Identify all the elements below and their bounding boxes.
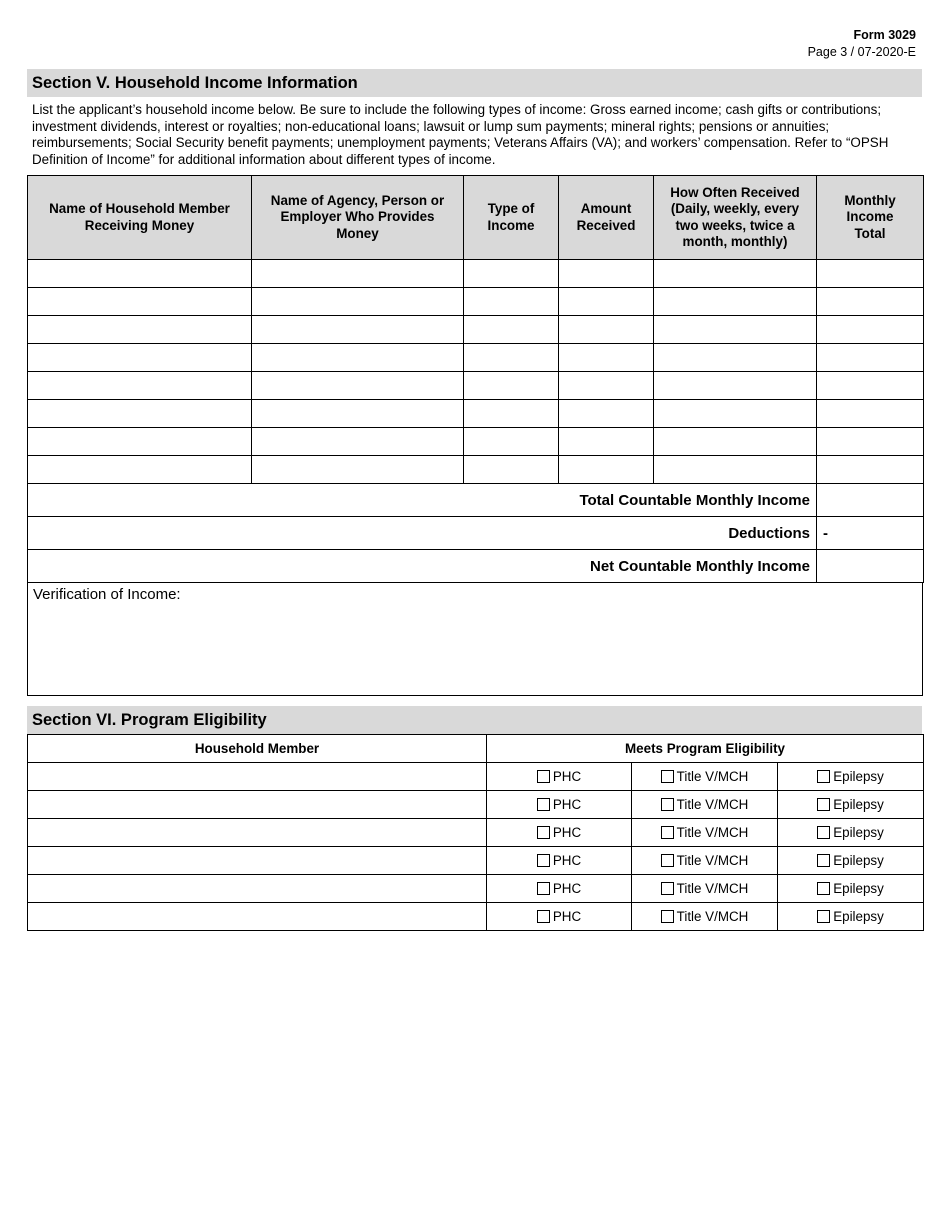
member-name-field[interactable] — [28, 400, 252, 428]
member-name-field[interactable] — [28, 260, 252, 288]
income-row — [28, 288, 924, 316]
type-field[interactable] — [464, 288, 559, 316]
income-row — [28, 428, 924, 456]
epilepsy-label: Epilepsy — [833, 797, 884, 812]
phc-label: PHC — [552, 881, 582, 896]
epilepsy-checkbox[interactable] — [817, 854, 830, 867]
title-v-mch-label: Title V/MCH — [676, 853, 749, 868]
type-field[interactable] — [464, 260, 559, 288]
household-member-field[interactable] — [28, 763, 487, 791]
title-v-mch-label: Title V/MCH — [676, 909, 749, 924]
monthly-total-field[interactable] — [817, 344, 924, 372]
household-member-field[interactable] — [28, 819, 487, 847]
epilepsy-checkbox[interactable] — [817, 770, 830, 783]
col-household-member: Household Member — [28, 735, 487, 763]
phc-label: PHC — [552, 769, 582, 784]
phc-label: PHC — [552, 909, 582, 924]
epilepsy-checkbox[interactable] — [817, 882, 830, 895]
frequency-field[interactable] — [654, 288, 817, 316]
frequency-field[interactable] — [654, 316, 817, 344]
verification-of-income-field[interactable] — [27, 583, 923, 696]
monthly-total-field[interactable] — [817, 316, 924, 344]
net-income-row — [28, 550, 924, 583]
col-meets-eligibility: Meets Program Eligibility — [487, 735, 924, 763]
type-field[interactable] — [464, 344, 559, 372]
member-name-field[interactable] — [28, 288, 252, 316]
income-row — [28, 456, 924, 484]
epilepsy-label: Epilepsy — [833, 825, 884, 840]
agency-field[interactable] — [252, 288, 464, 316]
eligibility-row — [28, 819, 924, 847]
verification-label: Verification of Income: — [33, 586, 181, 603]
epilepsy-checkbox[interactable] — [817, 910, 830, 923]
member-name-field[interactable] — [28, 344, 252, 372]
title-v-mch-label: Title V/MCH — [676, 881, 749, 896]
col-frequency: How Often Received (Daily, weekly, every two weeks, twice a month, monthly) — [654, 176, 817, 260]
phc-label: PHC — [552, 797, 582, 812]
type-field[interactable] — [464, 456, 559, 484]
amount-field[interactable] — [559, 372, 654, 400]
epilepsy-label: Epilepsy — [833, 909, 884, 924]
deductions-field[interactable]: - — [817, 517, 924, 550]
title-v-mch-checkbox[interactable] — [661, 854, 674, 867]
phc-checkbox[interactable] — [537, 882, 550, 895]
section-5-intro: List the applicant’s household income below. Be sure to include the following types of income: Gross earned income; cash gifts or contributions; investment dividends, interest or royalties; non-educational loans; lawsuit or lump sum payments; mineral rights; pensions or annuities; reimbursements; Social Security benefit payments; unemployment payments; Veterans Affairs (VA); and workers’ compensation. Refer to “OPSH Definition of Income” for additional information about different types of income. — [32, 102, 889, 167]
amount-field[interactable] — [559, 344, 654, 372]
household-member-field[interactable] — [28, 847, 487, 875]
monthly-total-field[interactable] — [817, 456, 924, 484]
eligibility-row — [28, 875, 924, 903]
frequency-field[interactable] — [654, 372, 817, 400]
epilepsy-label: Epilepsy — [833, 853, 884, 868]
title-v-mch-checkbox[interactable] — [661, 770, 674, 783]
monthly-total-field[interactable] — [817, 288, 924, 316]
section-6-title: Section VI. Program Eligibility — [27, 706, 922, 734]
net-income-field[interactable] — [817, 550, 924, 583]
amount-field[interactable] — [559, 456, 654, 484]
col-member-name: Name of Household Member Receiving Money — [28, 176, 252, 260]
deductions-row — [28, 517, 924, 550]
total-income-row — [28, 484, 924, 517]
epilepsy-label: Epilepsy — [833, 881, 884, 896]
epilepsy-label: Epilepsy — [833, 769, 884, 784]
eligibility-header — [28, 735, 924, 763]
net-income-label: Net Countable Monthly Income — [28, 550, 817, 583]
frequency-field[interactable] — [654, 260, 817, 288]
title-v-mch-label: Title V/MCH — [676, 797, 749, 812]
title-v-mch-checkbox[interactable] — [661, 798, 674, 811]
income-row — [28, 316, 924, 344]
page-info: Page 3 / 07-2020-E — [807, 45, 916, 59]
income-row — [28, 400, 924, 428]
monthly-total-field[interactable] — [817, 400, 924, 428]
total-income-field[interactable] — [817, 484, 924, 517]
epilepsy-checkbox[interactable] — [817, 798, 830, 811]
member-name-field[interactable] — [28, 372, 252, 400]
col-monthly-total: Monthly Income Total — [817, 176, 924, 260]
frequency-field[interactable] — [654, 456, 817, 484]
amount-field[interactable] — [559, 400, 654, 428]
title-v-mch-label: Title V/MCH — [676, 769, 749, 784]
section-5-title: Section V. Household Income Information — [27, 69, 922, 97]
income-row — [28, 344, 924, 372]
amount-field[interactable] — [559, 260, 654, 288]
frequency-field[interactable] — [654, 428, 817, 456]
phc-checkbox[interactable] — [537, 798, 550, 811]
type-field[interactable] — [464, 372, 559, 400]
amount-field[interactable] — [559, 316, 654, 344]
household-member-field[interactable] — [28, 903, 487, 931]
agency-field[interactable] — [252, 372, 464, 400]
type-field[interactable] — [464, 400, 559, 428]
agency-field[interactable] — [252, 400, 464, 428]
phc-label: PHC — [552, 853, 582, 868]
phc-checkbox[interactable] — [537, 826, 550, 839]
frequency-field[interactable] — [654, 344, 817, 372]
title-v-mch-checkbox[interactable] — [661, 826, 674, 839]
type-field[interactable] — [464, 428, 559, 456]
member-name-field[interactable] — [28, 316, 252, 344]
deductions-label: Deductions — [28, 517, 817, 550]
member-name-field[interactable] — [28, 456, 252, 484]
eligibility-table — [27, 734, 924, 931]
title-v-mch-label: Title V/MCH — [676, 825, 749, 840]
household-member-field[interactable] — [28, 875, 487, 903]
eligibility-row — [28, 847, 924, 875]
eligibility-row — [28, 791, 924, 819]
eligibility-row — [28, 763, 924, 791]
amount-field[interactable] — [559, 288, 654, 316]
monthly-total-field[interactable] — [817, 372, 924, 400]
monthly-total-field[interactable] — [817, 260, 924, 288]
income-row — [28, 372, 924, 400]
frequency-field[interactable] — [654, 400, 817, 428]
col-type: Type of Income — [464, 176, 559, 260]
form-number: Form 3029 — [853, 28, 916, 42]
amount-field[interactable] — [559, 428, 654, 456]
eligibility-row — [28, 903, 924, 931]
agency-field[interactable] — [252, 428, 464, 456]
agency-field[interactable] — [252, 456, 464, 484]
monthly-total-field[interactable] — [817, 428, 924, 456]
household-member-field[interactable] — [28, 791, 487, 819]
epilepsy-checkbox[interactable] — [817, 826, 830, 839]
total-income-label: Total Countable Monthly Income — [28, 484, 817, 517]
income-row — [28, 260, 924, 288]
agency-field[interactable] — [252, 260, 464, 288]
phc-checkbox[interactable] — [537, 854, 550, 867]
phc-checkbox[interactable] — [537, 910, 550, 923]
title-v-mch-checkbox[interactable] — [661, 910, 674, 923]
phc-label: PHC — [552, 825, 582, 840]
form-header — [808, 27, 916, 61]
agency-field[interactable] — [252, 344, 464, 372]
col-agency: Name of Agency, Person or Employer Who Provides Money — [252, 176, 464, 260]
col-amount: Amount Received — [559, 176, 654, 260]
member-name-field[interactable] — [28, 428, 252, 456]
title-v-mch-checkbox[interactable] — [661, 882, 674, 895]
income-table — [27, 175, 924, 583]
income-table-header — [28, 176, 924, 260]
phc-checkbox[interactable] — [537, 770, 550, 783]
type-field[interactable] — [464, 316, 559, 344]
agency-field[interactable] — [252, 316, 464, 344]
